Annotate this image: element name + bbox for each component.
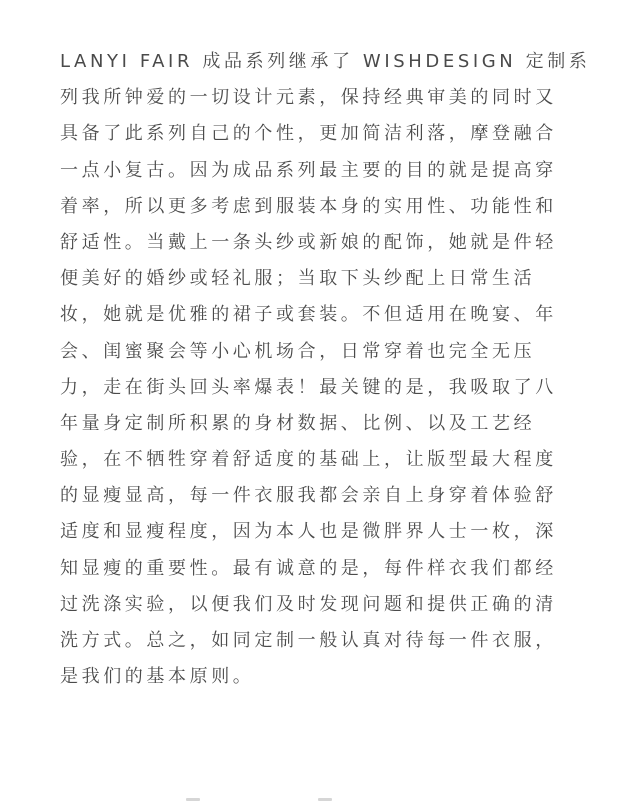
paragraph-line: 力，走在街头回头率爆表！最关键的是，我吸取了八 [60,376,557,398]
paragraph-line: 会、闺蜜聚会等小心机场合，日常穿着也完全无压 [60,340,536,362]
cropped-next-line [0,793,640,801]
paragraph-line: 知显瘦的重要性。最有诚意的是，每件样衣我们都经 [60,557,557,579]
paragraph-line: 过洗涤实验，以便我们及时发现问题和提供正确的清 [60,593,557,615]
paragraph-line: 验，在不牺牲穿着舒适度的基础上，让版型最大程度 [60,449,557,471]
paragraph-line: 列我所钟爱的一切设计元素，保持经典审美的同时又 [60,87,557,109]
paragraph-line: 年量身定制所积累的身材数据、比例、以及工艺经 [60,412,536,434]
paragraph-line: 一点小复古。因为成品系列最主要的目的就是提高穿 [60,159,557,181]
paragraph-line: 适度和显瘦程度，因为本人也是微胖界人士一枚，深 [60,521,557,543]
paragraph-line: 舒适性。当戴上一条头纱或新娘的配饰，她就是件轻 [60,231,557,253]
article-body [60,47,640,698]
paragraph-line: 便美好的婚纱或轻礼服；当取下头纱配上日常生活 [60,268,536,290]
paragraph-line: 着率，所以更多考虑到服装本身的实用性、功能性和 [60,195,557,217]
paragraph-line: LANYI FAIR 成品系列继承了 WISHDESIGN 定制系 [60,51,591,72]
paragraph-line: 妆，她就是优雅的裙子或套装。不但适用在晚宴、年 [60,304,557,326]
paragraph-line: 洗方式。总之，如同定制一般认真对待每一件衣服， [60,630,557,651]
paragraph-line: 是我们的基本原则。 [60,666,255,688]
paragraph-line: 具备了此系列自己的个性，更加简洁利落，摩登融合 [60,123,557,145]
paragraph-line: 的显瘦显高，每一件衣服我都会亲自上身穿着体验舒 [60,485,557,507]
